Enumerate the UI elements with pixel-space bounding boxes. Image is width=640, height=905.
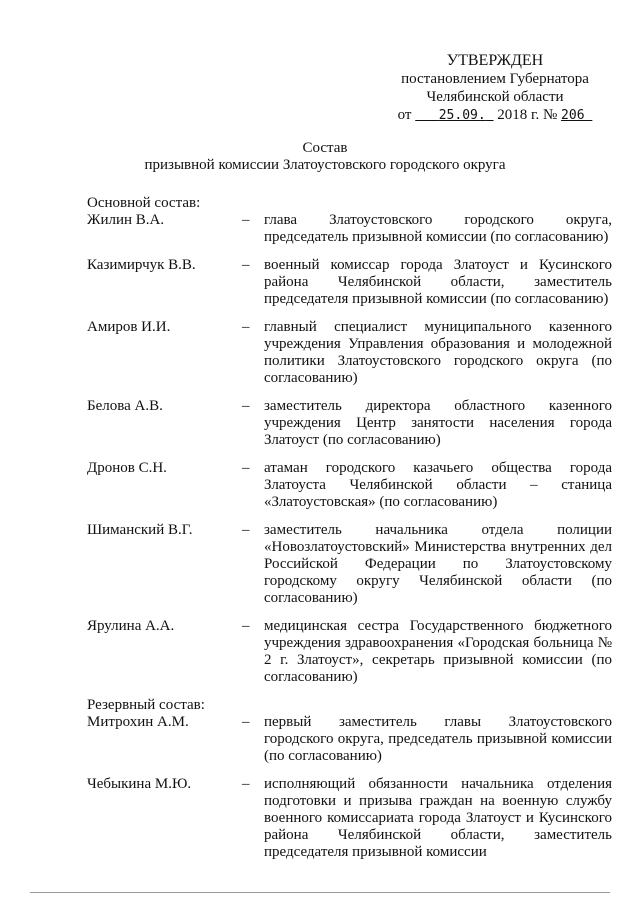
member-row xyxy=(87,257,612,308)
member-dash: – xyxy=(242,398,250,414)
heading-line-2: призывной комиссии Златоустовского городского округа xyxy=(144,157,506,173)
member-name: Ярулина А.А. xyxy=(87,618,175,634)
member-dash: – xyxy=(242,618,250,634)
approval-line-1: постановлением Губернатора xyxy=(401,71,589,87)
member-dash: – xyxy=(242,257,250,273)
main-section-title: Основной состав: xyxy=(87,195,201,211)
approval-prefix: от xyxy=(397,107,412,123)
member-name: Митрохин А.М. xyxy=(87,714,189,730)
reserve-section-title: Резервный состав: xyxy=(87,697,205,713)
member-name: Жилин В.А. xyxy=(87,212,165,228)
approval-stamp xyxy=(380,52,610,125)
member-role: исполняющий обязанности начальника отделения подготовки и призыва граждан на военную службу военного комиссариата города Златоуст и Кусинского района Челябинской области, заместитель председателя призывной комиссии xyxy=(264,776,612,860)
member-row xyxy=(87,212,612,246)
member-row xyxy=(87,319,612,387)
document-heading xyxy=(60,140,590,174)
member-name: Чебыкина М.Ю. xyxy=(87,776,192,792)
member-role: глава Златоустовского городского округа, председатель призывной комиссии (по согласованию) xyxy=(264,212,612,245)
member-dash: – xyxy=(242,460,250,476)
member-dash: – xyxy=(242,714,250,730)
member-row xyxy=(87,714,612,765)
approval-date: 25.09. xyxy=(438,108,486,123)
member-dash: – xyxy=(242,522,250,538)
member-name: Казимирчук В.В. xyxy=(87,257,196,273)
member-role: заместитель начальника отдела полиции «Новозлатоустовский» Министерства внутренних дел Российской Федерации по Златоустовскому городскому округу Челябинской области (по согласованию) xyxy=(264,522,612,606)
member-row xyxy=(87,398,612,449)
member-role: главный специалист муниципального казенного учреждения Управления образования и молодежной политики Златоустовского городского округа (по согласованию) xyxy=(264,319,612,386)
member-role: военный комиссар города Златоуст и Кусинского района Челябинской области, заместитель председателя призывной комиссии (по согласованию) xyxy=(264,257,612,307)
approval-date-line xyxy=(380,106,610,125)
page-bottom-rule xyxy=(30,892,610,893)
member-role: медицинская сестра Государственного бюджетного учреждения здравоохранения «Городская больница № 2 г. Златоуст», секретарь призывной комиссии (по согласованию) xyxy=(264,618,612,685)
member-role: атаман городского казачьего общества города Златоуста Челябинской области – станица «Златоустовская» (по согласованию) xyxy=(264,460,612,510)
member-row xyxy=(87,460,612,511)
approval-title: УТВЕРЖДЕН xyxy=(446,52,544,69)
member-role: первый заместитель главы Златоустовского городского округа, председатель призывной комиссии (по согласованию) xyxy=(264,714,612,764)
member-dash: – xyxy=(242,212,250,228)
member-row xyxy=(87,618,612,686)
member-role: заместитель директора областного казенного учреждения Центр занятости населения города Златоуст (по согласованию) xyxy=(264,398,612,448)
commission-list xyxy=(87,195,612,872)
member-dash: – xyxy=(242,776,250,792)
approval-number: 206 xyxy=(561,108,585,123)
member-name: Дронов С.Н. xyxy=(87,460,167,476)
approval-year: 2018 г. № xyxy=(497,107,558,123)
approval-line-2: Челябинской области xyxy=(426,89,564,105)
member-name: Белова А.В. xyxy=(87,398,163,414)
main-members-list xyxy=(87,212,612,686)
member-row xyxy=(87,522,612,607)
reserve-members-list xyxy=(87,714,612,861)
member-dash: – xyxy=(242,319,250,335)
member-name: Амиров И.И. xyxy=(87,319,171,335)
member-row xyxy=(87,776,612,861)
member-name: Шиманский В.Г. xyxy=(87,522,193,538)
heading-line-1: Состав xyxy=(302,140,348,156)
